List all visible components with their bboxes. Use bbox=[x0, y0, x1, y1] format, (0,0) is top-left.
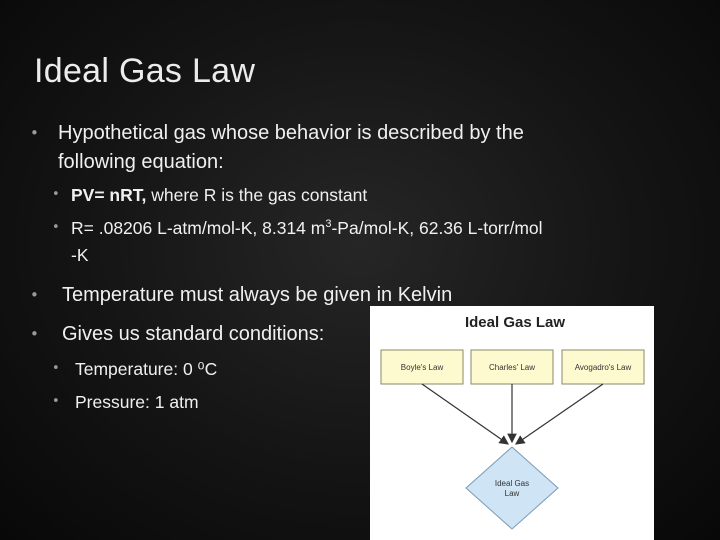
slide-title: Ideal Gas Law bbox=[34, 52, 256, 90]
diamond-label-line2: Law bbox=[504, 489, 520, 498]
diamond-label-line1: Ideal Gas bbox=[494, 479, 530, 488]
bullet-marker: • bbox=[30, 124, 39, 142]
arrow-avogadros bbox=[516, 384, 603, 444]
charles-law-label: Charles' Law bbox=[489, 363, 535, 372]
superscript-3: 3 bbox=[325, 218, 332, 231]
gas-constant-text-b: -Pa/mol-K, 62.36 L-torr/mol bbox=[331, 218, 543, 238]
bullet-kelvin: Temperature must always be given in Kelvin bbox=[62, 284, 453, 306]
sub-bullet-temperature: Temperature: 0 ⁰C bbox=[75, 359, 218, 379]
bullet-line: Hypothetical gas whose behavior is described by the bbox=[58, 122, 524, 144]
equation-text: PV= nRT, bbox=[71, 185, 147, 205]
sub-bullet-marker: • bbox=[52, 187, 60, 202]
bullet-marker: • bbox=[30, 286, 39, 304]
sub-bullet-marker: • bbox=[52, 394, 60, 409]
diagram-title: Ideal Gas Law bbox=[464, 314, 566, 331]
equation-description: where R is the gas constant bbox=[146, 185, 368, 205]
arrow-boyles bbox=[422, 384, 508, 444]
bullet-line: following equation: bbox=[58, 151, 224, 173]
ideal-gas-law-diamond bbox=[466, 447, 558, 529]
bullet-standard-conditions: Gives us standard conditions: bbox=[62, 323, 325, 345]
sub-bullet-gas-constant bbox=[71, 215, 543, 241]
avogadros-law-label: Avogadro's Law bbox=[574, 363, 632, 372]
sub-bullet-marker: • bbox=[52, 361, 60, 376]
ideal-gas-law-diagram bbox=[370, 306, 654, 540]
gas-constant-continuation: -K bbox=[71, 245, 89, 265]
boyles-law-label: Boyle's Law bbox=[400, 363, 444, 372]
sub-bullet-pressure: Pressure: 1 atm bbox=[75, 392, 199, 412]
gas-constant-text-a: R= .08206 L-atm/mol-K, 8.314 m bbox=[71, 218, 326, 238]
sub-bullet-ideal-gas-equation bbox=[71, 182, 367, 208]
sub-bullet-marker: • bbox=[52, 220, 60, 235]
diagram-svg bbox=[370, 306, 654, 540]
bullet-marker: • bbox=[30, 325, 39, 343]
